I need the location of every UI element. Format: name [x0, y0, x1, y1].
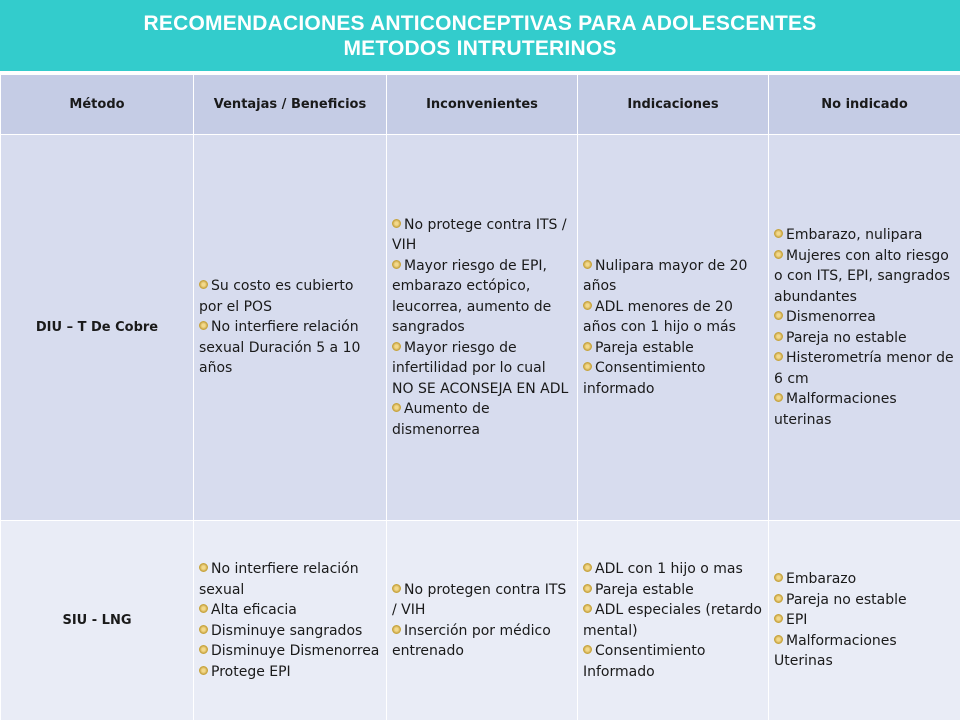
bullet-icon — [583, 604, 592, 613]
bullet-icon — [774, 352, 783, 361]
bullet-icon — [392, 584, 401, 593]
list-item — [774, 569, 954, 590]
list-item — [583, 338, 762, 359]
list-item — [774, 328, 954, 349]
list-item-text: Nulipara mayor de 20 años — [583, 258, 747, 295]
header-no-indicado: No indicado — [769, 75, 960, 135]
list-item-text: Pareja no estable — [786, 330, 907, 346]
list-item — [583, 358, 762, 399]
list-item — [774, 389, 954, 430]
indicaciones-cell — [578, 135, 769, 521]
list-item — [392, 399, 571, 440]
list-item-text: Malformaciones uterinas — [774, 391, 897, 428]
bullet-icon — [392, 219, 401, 228]
list-item — [199, 317, 380, 379]
bullet-icon — [392, 342, 401, 351]
list-item-text: No interfiere relación sexual Duración 5 a 10 años — [199, 319, 360, 376]
inconvenientes-cell — [387, 521, 578, 721]
bullet-icon — [583, 260, 592, 269]
list-item — [583, 600, 762, 641]
header-metodo: Método — [1, 75, 194, 135]
list-item-text: Histerometría menor de 6 cm — [774, 350, 954, 387]
list-item-text: Mayor riesgo de EPI, embarazo ectópico, leucorrea, aumento de sangrados — [392, 258, 551, 336]
list-item-text: ADL con 1 hijo o mas — [595, 561, 743, 577]
list-item-text: Pareja estable — [595, 582, 694, 598]
list-item-text: Aumento de dismenorrea — [392, 401, 490, 438]
list-item-text: ADL menores de 20 años con 1 hijo o más — [583, 299, 736, 336]
bullet-icon — [774, 573, 783, 582]
bullet-icon — [583, 584, 592, 593]
bullet-icon — [774, 393, 783, 402]
method-cell: SIU - LNG — [1, 521, 194, 721]
method-cell: DIU – T De Cobre — [1, 135, 194, 521]
list-item — [199, 276, 380, 317]
bullet-icon — [583, 301, 592, 310]
bullet-icon — [392, 625, 401, 634]
header-row — [1, 75, 960, 135]
list-item — [774, 348, 954, 389]
inconvenientes-list — [392, 215, 571, 441]
header-inconvenientes: Inconvenientes — [387, 75, 578, 135]
bullet-icon — [199, 563, 208, 572]
list-item-text: Pareja no estable — [786, 592, 907, 608]
list-item — [199, 662, 380, 683]
list-item-text: No protege contra ITS / VIH — [392, 217, 567, 254]
list-item — [583, 297, 762, 338]
indicaciones-list — [583, 559, 762, 682]
bullet-icon — [774, 311, 783, 320]
list-item — [774, 225, 954, 246]
bullet-icon — [774, 594, 783, 603]
list-item-text: Mujeres con alto riesgo o con ITS, EPI, sangrados abundantes — [774, 248, 950, 305]
list-item — [774, 590, 954, 611]
no-indicado-cell — [769, 521, 960, 721]
list-item-text: Disminuye sangrados — [211, 623, 362, 639]
list-item-text: Alta eficacia — [211, 602, 297, 618]
bullet-icon — [199, 625, 208, 634]
list-item-text: Disminuye Dismenorrea — [211, 643, 379, 659]
list-item-text: Embarazo — [786, 571, 856, 587]
bullet-icon — [199, 604, 208, 613]
list-item — [774, 307, 954, 328]
bullet-icon — [199, 280, 208, 289]
bullet-icon — [774, 614, 783, 623]
bullet-icon — [774, 250, 783, 259]
list-item — [392, 621, 571, 662]
bullet-icon — [774, 635, 783, 644]
bullet-icon — [774, 229, 783, 238]
list-item-text: Protege EPI — [211, 664, 291, 680]
no-indicado-list — [774, 569, 954, 672]
list-item — [774, 246, 954, 308]
list-item — [199, 621, 380, 642]
list-item — [199, 559, 380, 600]
list-item-text: Consentimiento Informado — [583, 643, 705, 680]
title-line-2: METODOS INTRUTERINOS — [343, 36, 616, 61]
header-indicaciones: Indicaciones — [578, 75, 769, 135]
list-item — [583, 256, 762, 297]
list-item-text: No interfiere relación sexual — [199, 561, 359, 598]
bullet-icon — [199, 321, 208, 330]
title-banner — [0, 0, 960, 74]
title-line-1: RECOMENDACIONES ANTICONCEPTIVAS PARA ADOLESCENTES — [144, 11, 817, 36]
table-row — [1, 135, 960, 521]
list-item — [392, 338, 571, 400]
list-item-text: Pareja estable — [595, 340, 694, 356]
ventajas-list — [199, 276, 380, 379]
bullet-icon — [392, 403, 401, 412]
list-item-text: No protegen contra ITS / VIH — [392, 582, 566, 619]
list-item-text: ADL especiales (retardo mental) — [583, 602, 762, 639]
contraceptive-table — [0, 74, 960, 721]
list-item-text: Mayor riesgo de infertilidad por lo cual NO SE ACONSEJA EN ADL — [392, 340, 568, 397]
list-item-text: Embarazo, nulipara — [786, 227, 922, 243]
indicaciones-list — [583, 256, 762, 400]
list-item — [774, 610, 954, 631]
list-item — [583, 559, 762, 580]
list-item-text: Malformaciones Uterinas — [774, 633, 897, 670]
list-item — [392, 215, 571, 256]
list-item-text: Consentimiento informado — [583, 360, 705, 397]
list-item — [774, 631, 954, 672]
inconvenientes-cell — [387, 135, 578, 521]
table-row — [1, 521, 960, 721]
list-item — [199, 600, 380, 621]
header-ventajas: Ventajas / Beneficios — [194, 75, 387, 135]
indicaciones-cell — [578, 521, 769, 721]
bullet-icon — [774, 332, 783, 341]
list-item — [392, 580, 571, 621]
ventajas-cell — [194, 521, 387, 721]
bullet-icon — [583, 563, 592, 572]
list-item — [583, 641, 762, 682]
bullet-icon — [583, 342, 592, 351]
bullet-icon — [583, 362, 592, 371]
list-item — [199, 641, 380, 662]
list-item-text: Dismenorrea — [786, 309, 876, 325]
bullet-icon — [199, 645, 208, 654]
bullet-icon — [199, 666, 208, 675]
list-item-text: Inserción por médico entrenado — [392, 623, 551, 660]
bullet-icon — [583, 645, 592, 654]
list-item-text: Su costo es cubierto por el POS — [199, 278, 353, 315]
bullet-icon — [392, 260, 401, 269]
no-indicado-list — [774, 225, 954, 430]
inconvenientes-list — [392, 580, 571, 662]
list-item — [583, 580, 762, 601]
list-item-text: EPI — [786, 612, 807, 628]
ventajas-cell — [194, 135, 387, 521]
ventajas-list — [199, 559, 380, 682]
no-indicado-cell — [769, 135, 960, 521]
list-item — [392, 256, 571, 338]
